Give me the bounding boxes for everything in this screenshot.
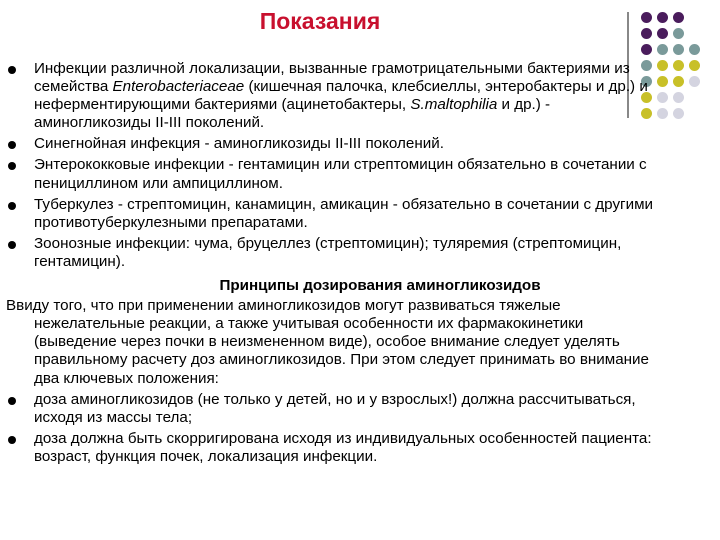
dosing-point bbox=[6, 430, 666, 466]
bullet-icon bbox=[8, 162, 16, 170]
indication-item bbox=[6, 235, 666, 271]
slide-body bbox=[6, 60, 666, 469]
decorative-dot bbox=[657, 44, 668, 55]
indication-item bbox=[6, 156, 666, 192]
dosing-point-text: доза аминогликозидов (не только у детей, но и у взрослых!) должна рассчитываться, исходя из массы тела; bbox=[34, 390, 636, 426]
bullet-icon bbox=[8, 66, 16, 74]
indication-text: Энтерококковые инфекции - гентамицин или стрептомицин обязательно в сочетании с пенициллином или ампициллином. bbox=[34, 156, 647, 192]
decorative-dot bbox=[673, 44, 684, 55]
dosing-point-text: доза должна быть скорригирована исходя из индивидуальных особенностей пациента: возраст, функция почек, локализация инфекции. bbox=[34, 429, 652, 465]
dosing-intro: Ввиду того, что при применении аминогликозидов могут развиваться тяжелые нежелательные реакции, а также учитывая особенности их фармакокинетики (выведение через почки в неизмененном виде), особое внимание следует уделять правильному расчету доз аминогликозидов. При этом следует принимать во внимание два ключевых положения: bbox=[6, 297, 649, 387]
indication-item bbox=[6, 196, 666, 232]
indication-item bbox=[6, 135, 666, 153]
decorative-dot bbox=[657, 12, 668, 23]
dosing-point bbox=[6, 391, 666, 427]
bullet-icon bbox=[8, 202, 16, 210]
decorative-dot bbox=[689, 60, 700, 71]
indication-text-italic: Enterobacteriaceae bbox=[112, 78, 245, 96]
decorative-dot bbox=[673, 60, 684, 71]
bullet-icon bbox=[8, 397, 16, 405]
decorative-dot bbox=[689, 76, 700, 87]
bullet-icon bbox=[8, 241, 16, 249]
decorative-dot bbox=[657, 28, 668, 39]
dosing-heading: Принципы дозирования аминогликозидов bbox=[219, 277, 541, 295]
indication-text-pre: Инфекции различной локализации, вызванные грамотрицательными бактериями из семейства bbox=[34, 60, 630, 96]
indication-text: Синегнойная инфекция - аминогликозиды II-III поколений. bbox=[34, 135, 444, 153]
indication-text: Туберкулез - стрептомицин, канамицин, амикацин - обязательно в сочетании с другими противотуберкулезными препаратами. bbox=[34, 195, 653, 231]
bullet-icon bbox=[8, 141, 16, 149]
bullet-icon bbox=[8, 436, 16, 444]
decorative-dot bbox=[673, 28, 684, 39]
decorative-dot bbox=[641, 28, 652, 39]
indication-text-italic: S.maltophilia bbox=[410, 96, 498, 114]
decorative-dot bbox=[673, 108, 684, 119]
indication-item bbox=[6, 60, 666, 132]
decorative-dot bbox=[641, 12, 652, 23]
slide-title: Показания bbox=[259, 8, 381, 34]
decorative-dot bbox=[673, 12, 684, 23]
indication-text-post: (кишечная палочка, клебсиеллы, энтеробактеры и др.) и неферментирующими бактериями (ацинетобактеры, bbox=[34, 78, 648, 114]
indication-text: Зоонозные инфекции: чума, бруцеллез (стрептомицин); туляремия (стрептомицин, гентамицин). bbox=[34, 234, 622, 270]
decorative-dot bbox=[673, 76, 684, 87]
indication-text-post: и др.) - аминогликозиды II-III поколений. bbox=[34, 96, 551, 132]
decorative-dot bbox=[673, 92, 684, 103]
decorative-dot bbox=[689, 44, 700, 55]
decorative-dot bbox=[641, 44, 652, 55]
